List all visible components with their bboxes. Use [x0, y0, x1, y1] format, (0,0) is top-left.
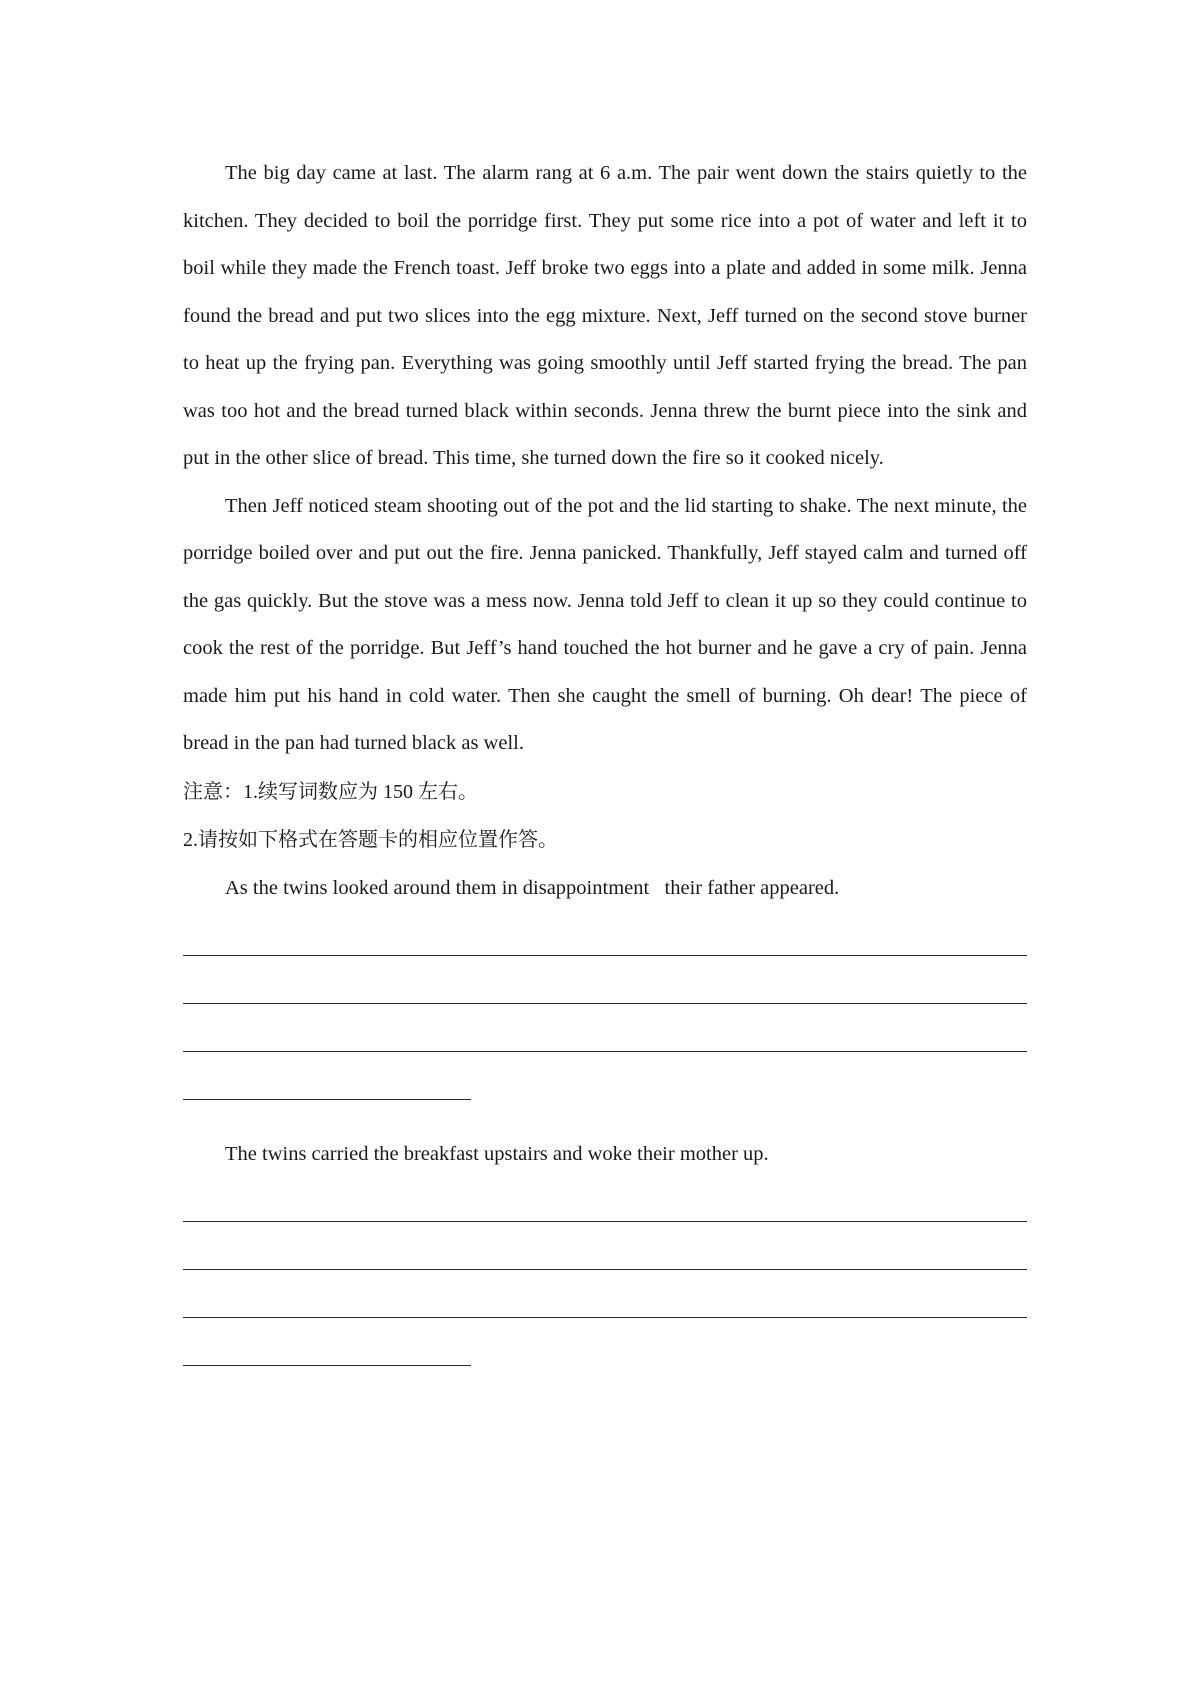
answer-line[interactable] [183, 1018, 1027, 1066]
story-paragraph-1: The big day came at last. The alarm rang at 6 a.m. The pair went down the stairs quietly to the kitchen. They decided to boil the porridge first. They put some rice into a pot of water and left it to boil while they made the French toast. Jeff broke two eggs into a plate and added in some milk. Jenna found the bread and put two slices into the egg mixture. Next, Jeff turned on the second stove burner to heat up the frying pan. Everything was going smoothly until Jeff started frying the bread. The pan was too hot and the bread turned black within seconds. Jenna threw the burnt piece into the sink and put in the other slice of bread. This time, she turned down the fire so it cooked nicely. [183, 162, 1027, 469]
answer-block-1 [183, 922, 1027, 1114]
answer-line[interactable] [183, 1332, 1027, 1380]
document-content [183, 150, 1027, 1380]
answer-line[interactable] [183, 1066, 1027, 1114]
continuation-prompt-1: As the twins looked around them in disappointment their father appeared. [225, 876, 840, 899]
answer-line[interactable] [183, 970, 1027, 1018]
story-paragraph-2: Then Jeff noticed steam shooting out of the pot and the lid starting to shake. The next minute, the porridge boiled over and put out the fire. Jenna panicked. Thankfully, Jeff stayed calm and turned off the gas quickly. But the stove was a mess now. Jenna told Jeff to clean it up so they could continue to cook the rest of the porridge. But Jeff’s hand touched the hot burner and he gave a cry of pain. Jenna made him put his hand in cold water. Then she caught the smell of burning. Oh dear! The piece of bread in the pan had turned black as well. [183, 494, 1027, 754]
answer-line[interactable] [183, 1188, 1027, 1236]
answer-block-2 [183, 1188, 1027, 1380]
continuation-prompt-2: The twins carried the breakfast upstairs and woke their mother up. [225, 1142, 769, 1165]
answer-line[interactable] [183, 1236, 1027, 1284]
answer-line[interactable] [183, 1284, 1027, 1332]
note-answer-format: 2.请按如下格式在答题卡的相应位置作答。 [183, 828, 558, 851]
note-word-count: 注意：1.续写词数应为 150 左右。 [183, 780, 478, 803]
answer-line[interactable] [183, 922, 1027, 970]
